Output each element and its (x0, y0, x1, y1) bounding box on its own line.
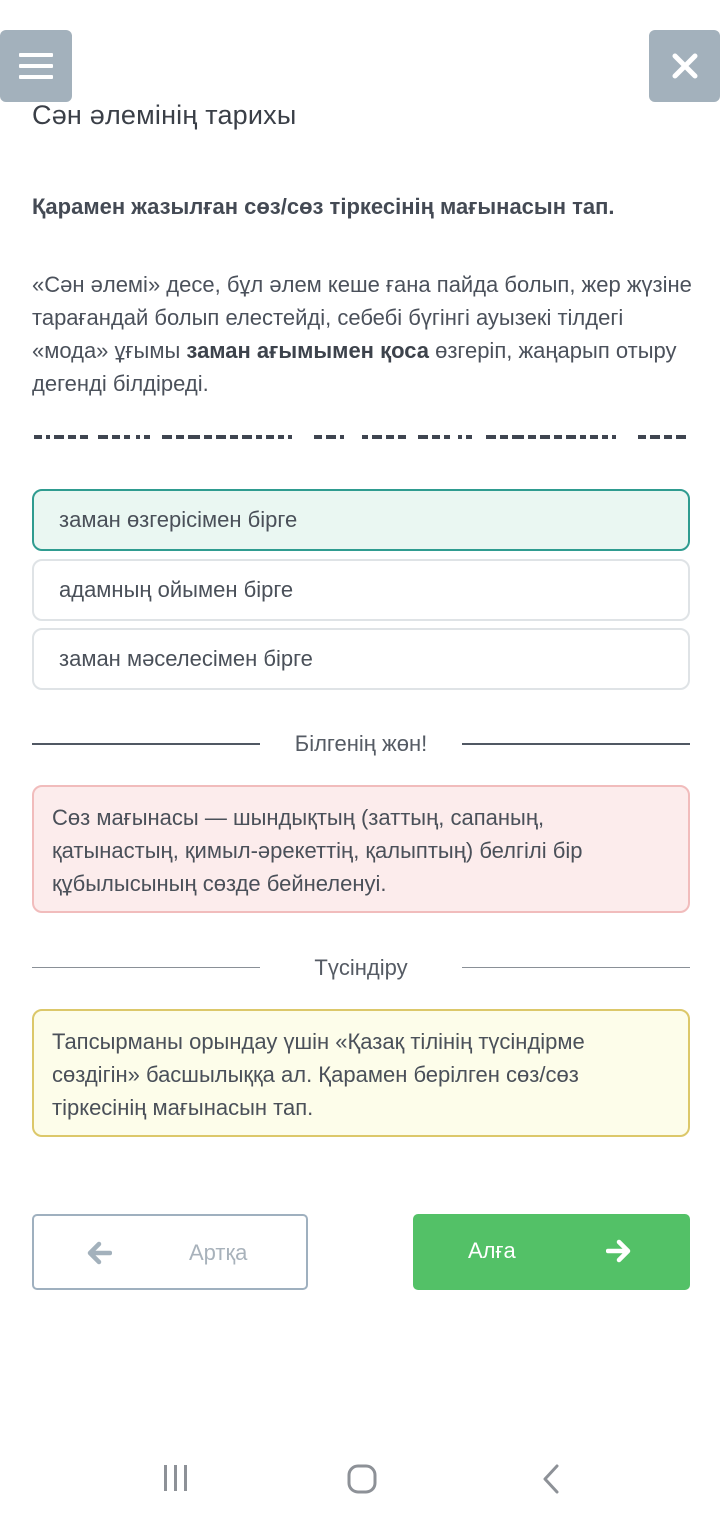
explain-section-heading: Түсіндіру (314, 955, 408, 980)
close-x-icon (672, 53, 698, 79)
answer-option-2[interactable] (32, 559, 690, 621)
recent-apps-icon[interactable] (162, 1463, 190, 1498)
explain-section-divider (32, 953, 690, 983)
next-button-label: Алға (468, 1238, 516, 1263)
arrow-right-icon (606, 1238, 632, 1269)
passage-text-before: «Сән әлемі» десе, бұл әлем кеше ғана пайда болып, жер жүзіне тарағандай болып елестейді, себебі бүгінгі ауызекі тілдегі «мода» ұғымы (32, 272, 692, 363)
know-section-heading: Білгенің жөн! (294, 731, 428, 756)
passage-bold-phrase: заман ағымымен қоса (186, 338, 429, 363)
back-button-label: Артқа (189, 1240, 248, 1265)
answer-option-1[interactable] (32, 489, 690, 551)
answer-option-label: заман мәселесімен бірге (59, 646, 313, 671)
know-section-divider (32, 729, 690, 759)
divider-line (462, 743, 690, 745)
question-passage (32, 268, 696, 400)
system-back-icon[interactable] (540, 1463, 562, 1500)
answer-option-3[interactable] (32, 628, 690, 690)
system-navigation-bar (0, 1445, 720, 1515)
answer-option-label: заман өзгерісімен бірге (59, 507, 298, 532)
know-info-text: Сөз мағынасы — шындықтың (заттың, сапаның, қатынастың, қимыл-әрекеттің, қалыптың) белгілі бір құбылысының сөзде бейнеленуі. (52, 805, 583, 896)
explain-info-text: Тапсырманы орындау үшін «Қазақ тілінің түсіндірме сөздігін» басшылыққа ал. Қарамен берілген сөз/сөз тіркесінің мағынасын тап. (52, 1029, 585, 1120)
answer-option-label: адамның ойымен бірге (59, 577, 294, 602)
back-button[interactable] (32, 1214, 308, 1290)
divider-line (462, 967, 690, 968)
arrow-left-icon (86, 1240, 112, 1271)
passage-text-after: өзгеріп, жаңарып отыру дегенді білдіреді. (32, 338, 677, 396)
menu-button[interactable] (0, 30, 72, 102)
explain-info-box (32, 1009, 690, 1137)
close-button[interactable] (649, 30, 720, 102)
question-instruction: Қарамен жазылған сөз/сөз тіркесінің мағынасын тап. (32, 194, 615, 219)
know-info-box (32, 785, 690, 913)
divider-line (32, 743, 260, 745)
page-title: Сән әлемінің тарихы (32, 100, 297, 130)
blurred-answer-line (32, 430, 692, 444)
hamburger-menu-icon (19, 52, 53, 80)
divider-line (32, 967, 260, 968)
home-icon[interactable] (346, 1463, 378, 1500)
next-button[interactable] (413, 1214, 690, 1290)
